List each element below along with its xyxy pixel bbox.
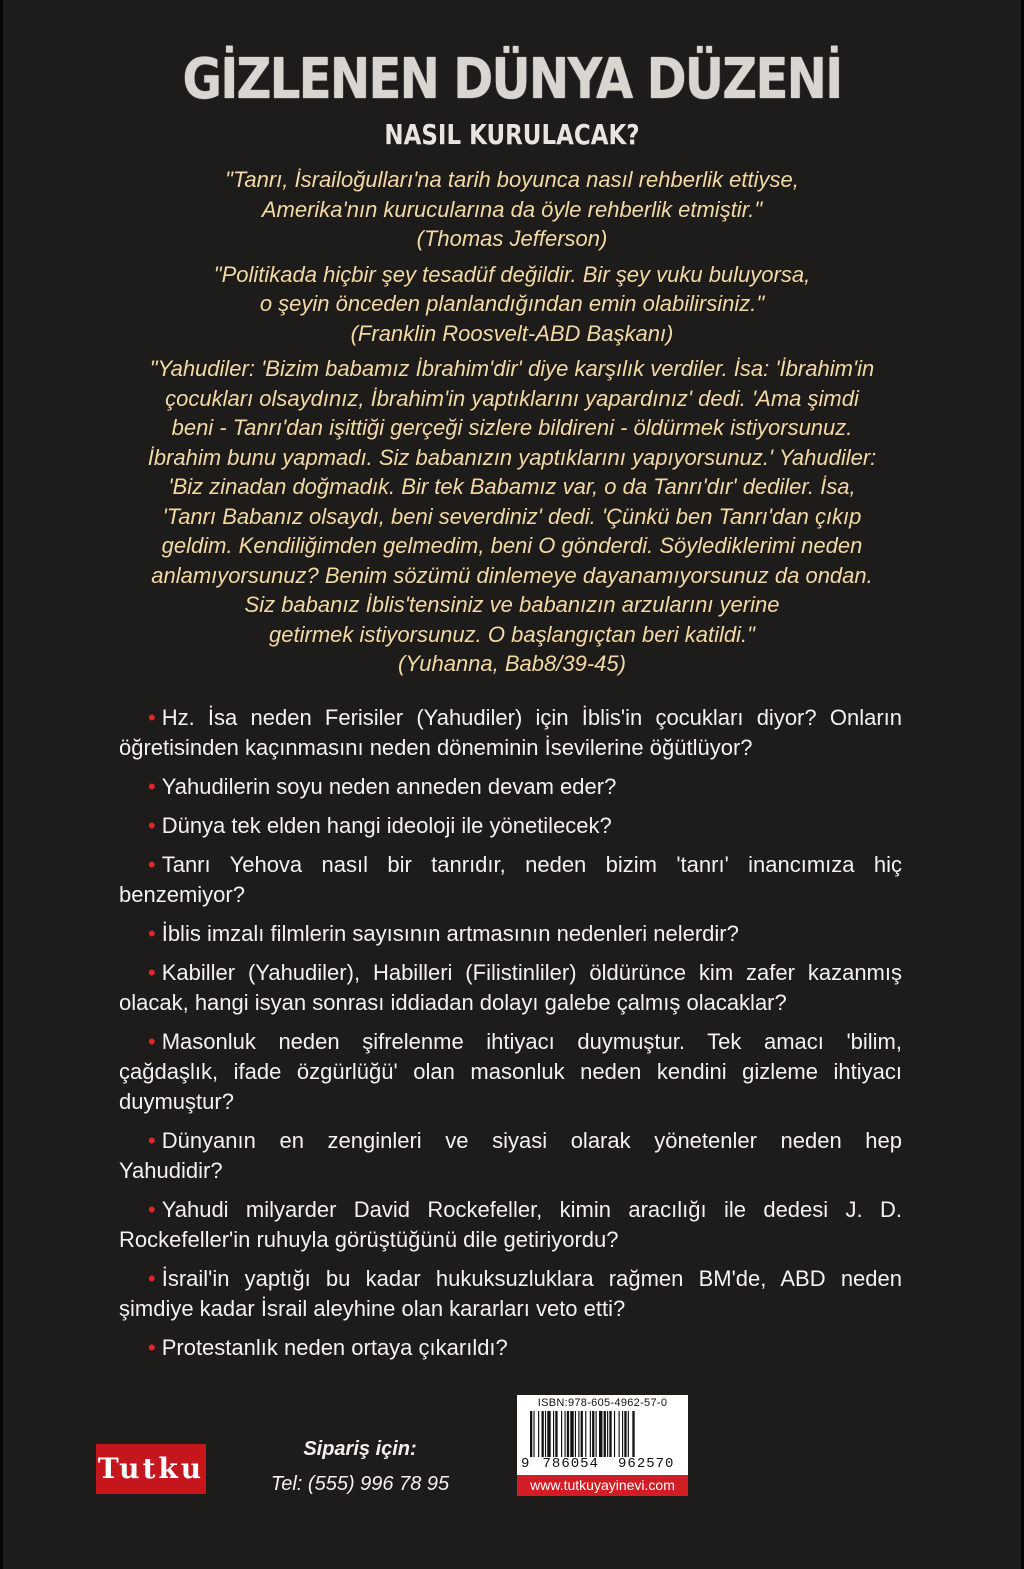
quote-line: 'Tanrı Babanız olsaydı, beni severdiniz' dedi. 'Çünkü ben Tanrı'dan çıkıp [162, 503, 862, 529]
question-item [119, 772, 902, 802]
question-text: şimdiye kadar İsrail aleyhine olan kararları veto etti? [119, 1296, 626, 1321]
quote-block [100, 354, 924, 679]
question-text: duymuştur? [119, 1089, 234, 1114]
question-text: Rockefeller'in ruhuyla görüştüğünü dile getiriyordu? [119, 1227, 619, 1252]
quote-line: beni - Tanrı'dan işittiği gerçeği sizlere bildireni - öldürmek istiyorsunuz. [171, 415, 853, 440]
bullet-icon: • [148, 852, 156, 877]
question-line [119, 1087, 902, 1117]
question-line [119, 1156, 902, 1186]
question-line [119, 988, 902, 1018]
bullet-icon: • [148, 774, 156, 799]
bullet-icon: • [148, 1197, 156, 1222]
question-line [119, 733, 902, 763]
publisher-website: www.tutkuyayinevi.com [517, 1475, 688, 1496]
question-line [119, 958, 902, 988]
barcode-digits-right: 962570 [618, 1456, 675, 1472]
bullet-icon: • [148, 1335, 156, 1360]
question-line [119, 1195, 902, 1225]
bullet-icon: • [148, 1266, 156, 1291]
question-text: Yahudi milyarder David Rockefeller, kimin aracılığı ile dedesi J. D. [161, 1197, 902, 1222]
quote-line: "Tanrı, İsrailoğulları'na tarih boyunca nasıl rehberlik ettiyse, [225, 167, 799, 192]
question-item [119, 811, 902, 841]
quote-line: Siz babanız İblis'tensiniz ve babanızın arzularını yerine [244, 592, 780, 617]
question-line [119, 811, 902, 841]
quote-block [100, 165, 924, 254]
question-item [119, 1027, 902, 1117]
bullet-icon: • [148, 813, 156, 838]
quote-line: İbrahim bunu yapmadı. Siz babanızın yaptıklarını yapıyorsunuz.' Yahudiler: [147, 444, 877, 470]
barcode-digits-left: 786054 [542, 1456, 599, 1472]
question-text: Tanrı Yehova nasıl bir tanrıdır, neden bizim 'tanrı' inancımıza hiç [161, 852, 902, 877]
left-edge [0, 0, 3, 1569]
quote-line: "Politikada hiçbir şey tesadüf değildir. Bir şey vuku buluyorsa, [213, 261, 811, 287]
question-line [119, 1225, 902, 1255]
order-info [262, 1435, 458, 1499]
quote-line: (Yuhanna, Bab8/39-45) [398, 651, 626, 676]
barcode-box [517, 1395, 688, 1477]
question-text: Hz. İsa neden Ferisiler (Yahudiler) için İblis'in çocukları diyor? Onların [161, 705, 902, 730]
barcode-digits [521, 1457, 684, 1471]
quote-line: (Thomas Jefferson) [416, 226, 608, 251]
quote-line: 'Biz zinadan doğmadık. Bir tek Babamız var, o da Tanrı'dır' dediler. İsa, [168, 474, 856, 499]
bullet-icon: • [148, 921, 156, 946]
question-text: Protestanlık neden ortaya çıkarıldı? [161, 1335, 508, 1360]
bullet-icon: • [148, 705, 156, 730]
question-text: Masonluk neden şifrelenme ihtiyacı duymuştur. Tek amacı 'bilim, [161, 1029, 902, 1054]
order-phone: Tel: (555) 996 78 95 [270, 1473, 450, 1495]
quote-line: o şeyin önceden planlandığından emin olabilirsiniz." [259, 291, 765, 316]
question-item [119, 958, 902, 1018]
question-line [119, 1294, 902, 1324]
isbn-label: ISBN:978-605-4962-57-0 [537, 1397, 668, 1409]
question-text: İsrail'in yaptığı bu kadar hukuksuzluklara rağmen BM'de, ABD neden [161, 1266, 902, 1291]
question-text: Dünyanın en zenginleri ve siyasi olarak yönetenler neden hep [161, 1128, 902, 1153]
question-text: Yahudidir? [119, 1158, 223, 1183]
question-line [119, 850, 902, 880]
quote-block [100, 260, 924, 349]
quote-line: (Franklin Roosvelt-ABD Başkanı) [350, 320, 674, 346]
publisher-logo: Tutku [96, 1444, 206, 1494]
quote-line: anlamıyorsunuz? Benim sözümü dinlemeye dayanamıyorsunuz da ondan. [151, 562, 873, 588]
book-title: GİZLENEN DÜNYA DÜZENİ [182, 47, 842, 112]
order-heading: Sipariş için: [303, 1438, 417, 1460]
question-text: öğretisinden kaçınmasını neden döneminin İsevilerine öğütlüyor? [119, 735, 753, 760]
question-line [119, 880, 902, 910]
question-item [119, 1195, 902, 1255]
question-text: Dünya tek elden hangi ideoloji ile yönetilecek? [161, 813, 612, 838]
barcode-icon [528, 1411, 678, 1457]
bullet-icon: • [148, 960, 156, 985]
quote-line: geldim. Kendiliğimden gelmedim, beni O gönderdi. Söylediklerimi neden [161, 533, 863, 558]
question-item [119, 850, 902, 910]
question-text: İblis imzalı filmlerin sayısının artmasının nedenleri nelerdir? [161, 921, 739, 946]
question-line [119, 919, 902, 949]
question-line [119, 703, 902, 733]
quote-line: getirmek istiyorsunuz. O başlangıçtan beri katildi." [269, 621, 755, 647]
bullet-icon: • [148, 1029, 156, 1054]
questions-list [119, 703, 902, 1372]
question-item [119, 1264, 902, 1324]
question-item [119, 1333, 902, 1363]
question-line [119, 1126, 902, 1156]
question-line [119, 1333, 902, 1363]
question-text: Kabiller (Yahudiler), Habilleri (Filistinliler) öldürünce kim zafer kazanmış [161, 960, 902, 985]
barcode-digit-first: 9 [521, 1456, 530, 1472]
question-item [119, 1126, 902, 1186]
question-item [119, 919, 902, 949]
bullet-icon: • [148, 1128, 156, 1153]
book-subtitle: NASIL KURULACAK? [384, 118, 640, 151]
quote-line: Amerika'nın kurucularına da öyle rehberlik etmiştir." [261, 196, 763, 222]
question-line [119, 1057, 902, 1087]
question-text: çağdaşlık, ifade özgürlüğü' olan masonluk neden kendini gizleme ihtiyacı [119, 1059, 902, 1084]
question-line [119, 1264, 902, 1294]
question-text: olacak, hangi isyan sonrası iddiadan dolayı galebe çalmış olacaklar? [119, 990, 787, 1015]
quote-line: çocukları olsaydınız, İbrahim'in yaptıklarını yapardınız' dedi. 'Ama şimdi [165, 385, 859, 411]
quote-line: "Yahudiler: 'Bizim babamız İbrahim'dir' diye karşılık verdiler. İsa: 'İbrahim'in [149, 356, 875, 381]
question-text: benzemiyor? [119, 882, 245, 907]
quotes-section [100, 165, 924, 685]
question-line [119, 1027, 902, 1057]
question-text: Yahudilerin soyu neden anneden devam eder? [161, 774, 617, 799]
question-item [119, 703, 902, 763]
question-line [119, 772, 902, 802]
